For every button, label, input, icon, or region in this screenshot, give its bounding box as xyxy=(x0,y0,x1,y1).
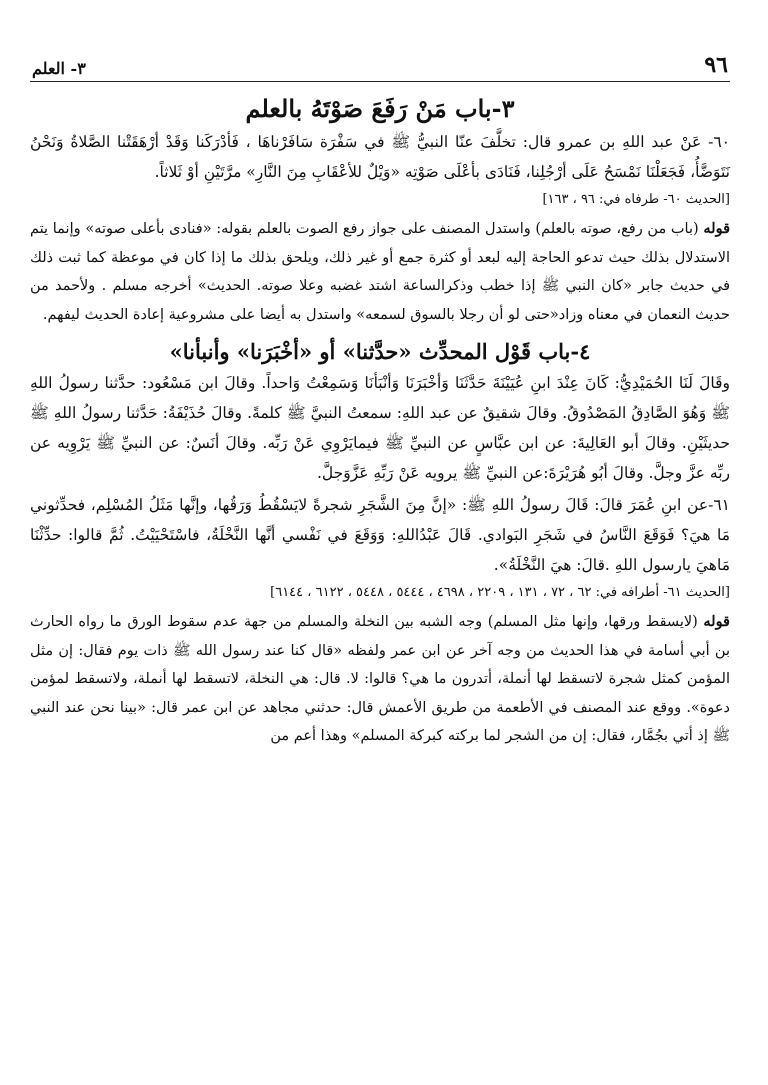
page-header xyxy=(30,50,730,82)
commentary-keyword: قوله xyxy=(703,220,731,237)
chapter-4-intro: وقَالَ لَنَا الحُمَيْدِيُّ: كَانَ عِنْدَ ابنِ عُيَيْنَةَ حَدَّثَنَا وَأخْبَرَنَا وَأنْبَأنَا وَسَمِعْتُ وَاحداً. وقالَ ابن مَسْعُود: حدَّثنا رسولُ اللهِ ﷺ وَهُوَ الصَّادِقُ المَصْدُوقُ. وقالَ شقيقٌ عن عبد اللهِ: سمعتُ النبيَّ ﷺ كلمةً. وقالَ حُذَيْفَةُ: حَدَّثنا رسولُ اللهِ ﷺ حديثَيْنِ. وقالَ أبو العَالِيةَ: عن ابن عبَّاسٍ عن النبيِّ ﷺ فيمايَرْوِي عَنْ رَبِّه. وقالَ أنَسٌ: عن النبيِّ ﷺ يَرْوِيه عن ربِّه عزَّ وجلَّ. وقالَ أبُو هُرَيْرَةَ:عن النبيِّ ﷺ يرويه عَنْ رَبِّهِ عَزَّوَجلَّ. xyxy=(30,374,730,482)
chapter-4-title: ٤-باب قَوْل المحدِّث «حدَّثنا» أو «أخْبَرَنا» وأنبأنا» xyxy=(169,339,591,364)
commentary-4 xyxy=(30,608,730,751)
running-section-title: ٣- العلم xyxy=(32,59,86,78)
book-page xyxy=(30,50,730,751)
commentary-keyword: قوله xyxy=(703,613,730,630)
hadith-60-text: ٦٠- عَنْ عبد اللهِ بن عمرو قال: تخلَّفَ عنّا النبيُّ ﷺ في سَفْرَة سَافَرْناهَا ، فَأدْرَكَنا وَقَدْ أرْهَقَتْنا الصَّلاةُ وَنَحْنُ نَتَوَضَّأُ، فَجَعَلْنَا نَمْسَحُ عَلَى أرْجُلِنا، فَنَادَى بأعْلَى صَوْتِه «وَيْلٌ للأعْقَابِ مِنَ النَّارِ» مرَّتَيْنِ أوْ ثَلاثاً. xyxy=(30,133,730,181)
page-number: ٩٦ xyxy=(704,52,728,78)
commentary-4-text: (لايسقط ورقها، وإنها مثل المسلم) وجه الشبه بين النخلة والمسلم من جهة عدم سقوط الورق ما رواه الحارث بن أبي أسامة في هذا الحديث من وجه آخر عن ابن عمر ولفظه «قال كنا عند رسول الله ﷺ ذات يوم فقال: إن مثل المؤمن كمثل شجرة لاتسقط لها أنملة، أتدرون ما هي؟ قالوا: لا. قال: هي النخلة، لاتسقط لها أنملة، ولاتسقط لمؤمن دعوة». ووقع عند المصنف في الأطعمة من طريق الأعمش قال: حدثني مجاهد عن ابن عمر قال: «بينا نحن عند النبي ﷺ إذ أتي بجُمَّار، فقال: إن من الشجر لما بركته كبركة المسلم» وهذا أعم من xyxy=(30,614,730,744)
hadith-61-text: ٦١-عن ابنِ عُمَرَ قالَ: قَالَ رسولُ اللهِ ﷺ: «إنَّ مِنَ الشَّجَرِ شجرةً لايَسْقُطُ وَرَقُها، وإنَّها مَثَلُ المُسْلِم، فحدِّثوني مَا هيَ؟ فَوَقَعَ النَّاسُ في شَجَرِ البَوادي. قَالَ عَبْدُاللهِ: وَوَقَعَ في نَفْسي أنَّها النَّخْلَةُ، فاسْتَحْيَيْتُ. ثُمَّ قالوا: حدِّثْنَا مَاهيَ يارسول اللهِ .قالَ: هيَ النَّخْلَةُ». xyxy=(30,496,730,574)
commentary-3 xyxy=(30,215,730,329)
hadith-61-takhrij: [الحديث ٦١- أطرافه في: ٦٢ ، ٧٢ ، ١٣١ ، ٢٢٠٩ ، ٤٦٩٨ ، ٥٤٤٤ ، ٥٤٤٨ ، ٦١٢٢ ، ٦١٤٤] xyxy=(270,585,730,600)
chapter-3-title: ٣-باب مَنْ رَفَعَ صَوْتَهُ بالعلم xyxy=(245,94,515,123)
commentary-3-text: (باب من رفع، صوته بالعلم) واستدل المصنف على جواز رفع الصوت بالعلم بقوله: «فنادى بأعلى صوته» وإنما يتم الاستدلال بذلك حيث تدعو الحاجة إليه لبعد أو كثرة جمع أو غير ذلك، ويلحق بذلك ما إذا كان في موعظة كما ثبت ذلك في حديث جابر «كان النبي ﷺ إذا خطب وذكرالساعة اشتد غضبه وعلا صوته. الحديث» أخرجه مسلم . ولأحمد من حديث النعمان في معناه وزاد«حتى لو أن رجلا بالسوق لسمعه» واستدل به أيضا على مشروعية إعادة الحديث ليفهم. xyxy=(30,221,730,323)
hadith-60-takhrij: [الحديث ٦٠- طرفاه في: ٩٦ ، ١٦٣] xyxy=(542,192,730,207)
